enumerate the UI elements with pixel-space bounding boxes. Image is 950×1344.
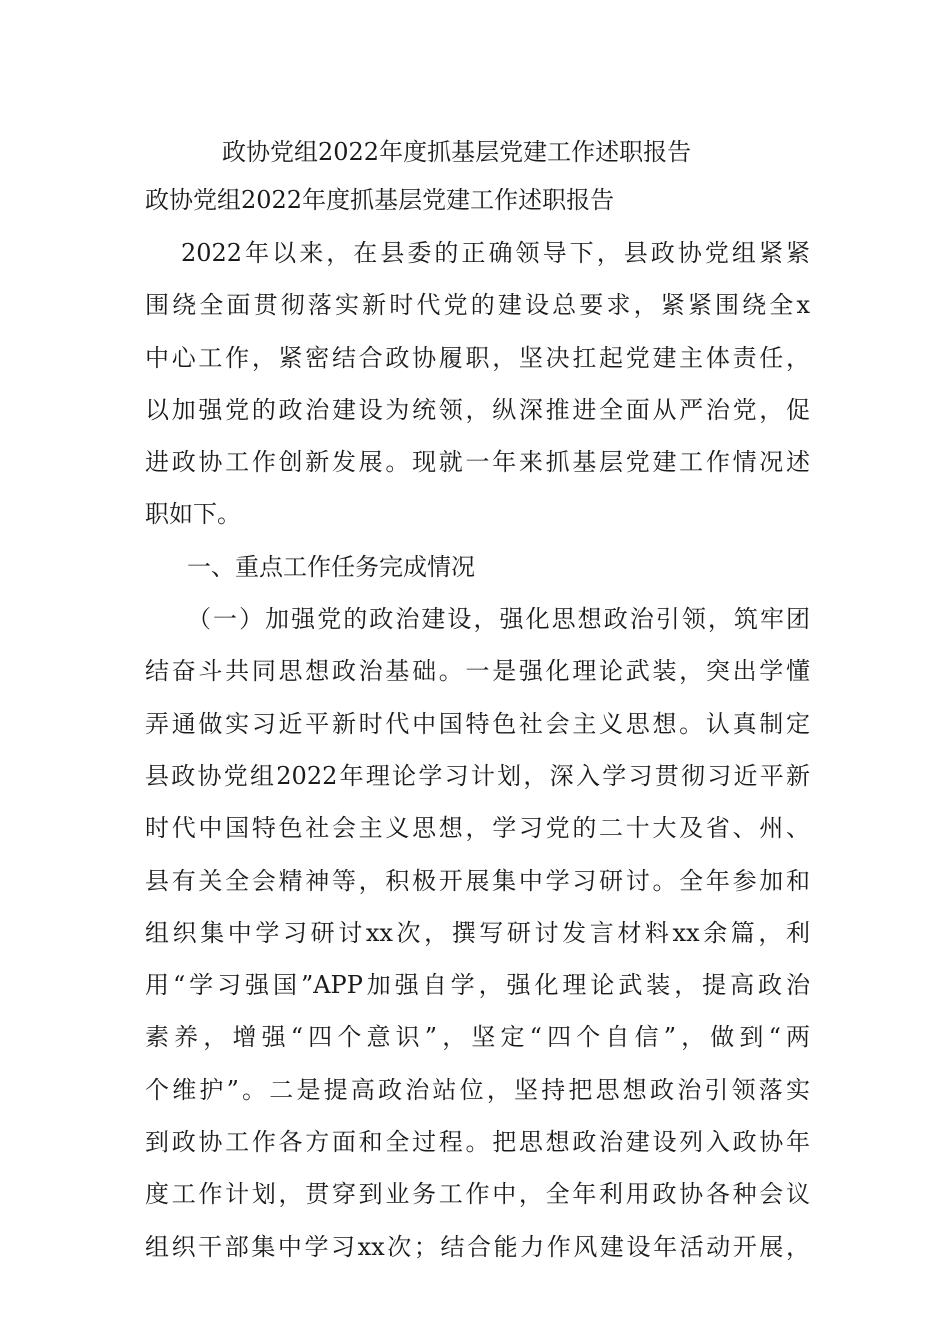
text-line: 组织集中学习研讨xx次，撰写研讨发言材料xx余篇，利 (145, 918, 810, 947)
text-line: 度工作计划，贯穿到业务工作中，全年利用政协各种会议 (145, 1180, 810, 1209)
text-line: 用“学习强国”APP加强自学，强化理论武装，提高政治 (145, 971, 810, 1000)
text-line: 围绕全面贯彻落实新时代党的建设总要求，紧紧围绕全x (145, 291, 810, 320)
text-line: 素养，增强“四个意识”，坚定“四个自信”，做到“两 (145, 1023, 810, 1052)
text-line: 弄通做实习近平新时代中国特色社会主义思想。认真制定 (145, 709, 810, 738)
text-line: 县政协党组2022年理论学习计划，深入学习贯彻习近平新 (145, 761, 810, 790)
text-line: 到政协工作各方面和全过程。把思想政治建设列入政协年 (145, 1128, 810, 1157)
text-line: 结奋斗共同思想政治基础。一是强化理论武装，突出学懂 (145, 657, 810, 686)
text-line: 2022年以来，在县委的正确领导下，县政协党组紧紧 (181, 239, 810, 267)
text-line: 进政协工作创新发展。现就一年来抓基层党建工作情况述 (145, 448, 810, 477)
text-line: 中心工作，紧密结合政协履职，坚决扛起党建主体责任， (145, 343, 810, 372)
text-line: 时代中国特色社会主义思想，学习党的二十大及省、州、 (145, 814, 810, 843)
document-body (145, 227, 810, 1273)
text-line: 职如下。 (145, 500, 241, 529)
section-heading: 一、重点工作任务完成情况 (187, 552, 475, 581)
text-line: （一）加强党的政治建设，强化思想政治引领，筑牢团 (187, 605, 810, 634)
text-line: 县有关全会精神等，积极开展集中学习研讨。全年参加和 (145, 866, 810, 895)
document-title: 政协党组2022年度抓基层党建工作述职报告 (222, 138, 692, 166)
text-line: 组织干部集中学习xx次；结合能力作风建设年活动开展， (145, 1232, 810, 1261)
text-line: 以加强党的政治建设为统领，纵深推进全面从严治党，促 (145, 395, 810, 424)
document-subtitle: 政协党组2022年度抓基层党建工作述职报告 (145, 186, 615, 214)
text-line: 个维护”。二是提高政治站位，坚持把思想政治引领落实 (145, 1075, 810, 1104)
